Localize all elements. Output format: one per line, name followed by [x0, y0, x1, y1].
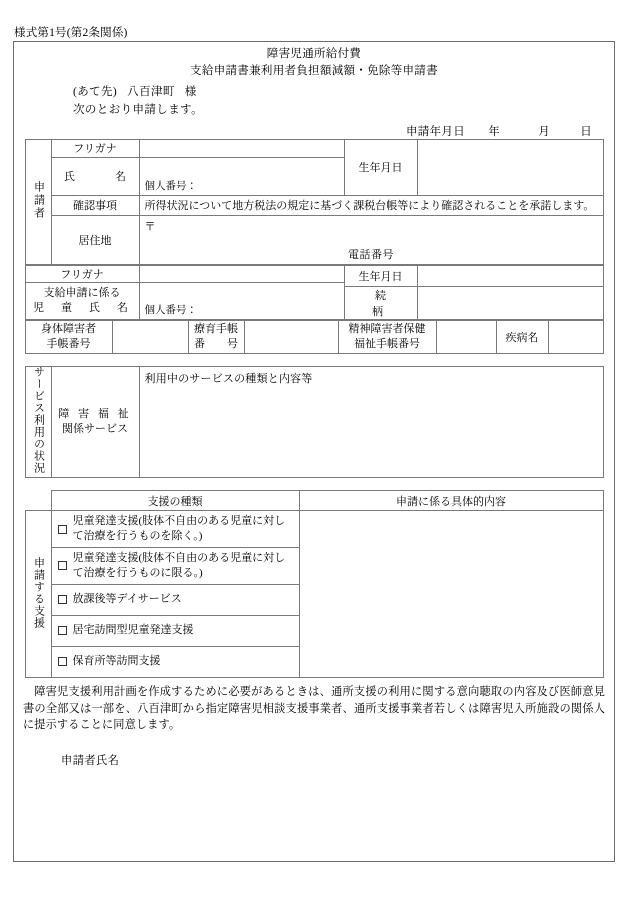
physical-handbook-label-line2: 手帳番号: [46, 337, 91, 350]
ryoiku-handbook-label-line1: 療育手帳: [194, 323, 238, 335]
child-relation-input[interactable]: [417, 286, 603, 319]
addressee-municipality: 八百津町: [127, 86, 175, 99]
support-item-0[interactable]: [51, 511, 299, 548]
applicant-kana-label: フリガナ: [51, 139, 139, 157]
applicant-confirm-row: [25, 195, 603, 215]
application-date-month: 月: [538, 125, 550, 138]
child-relation-label: 続 柄: [344, 286, 417, 319]
child-kana-input[interactable]: [139, 265, 344, 282]
form-number: 様式第1号(第2条関係): [14, 27, 128, 39]
addressee-prefix: (あて先): [73, 86, 118, 99]
child-table: [25, 265, 604, 320]
support-item-2[interactable]: [51, 584, 299, 615]
support-item-row: [25, 511, 603, 548]
applicant-section-label-cell: [25, 139, 51, 264]
support-header-content: 申請に係る具体的内容: [299, 490, 603, 511]
checkbox-support-2[interactable]: [58, 595, 67, 604]
support-header-row: [25, 490, 603, 511]
addressee-honorific: 様: [184, 86, 197, 99]
ryoiku-handbook-label: [188, 320, 244, 353]
applicant-signature-label: 申請者氏名: [61, 755, 120, 768]
postal-code-symbol: 〒: [144, 220, 156, 233]
support-table: [25, 490, 604, 678]
form-title: [13, 41, 615, 79]
applicant-residence-input[interactable]: [139, 215, 603, 264]
child-name-label: [25, 282, 139, 319]
support-item-1[interactable]: [51, 548, 299, 585]
application-date-row: [13, 119, 615, 139]
application-date-day: 日: [580, 125, 592, 138]
mental-handbook-label-line2: 福祉手帳番号: [354, 337, 420, 350]
applicant-kana-row: [25, 139, 603, 157]
applicant-confirm-label: 確認事項: [51, 195, 139, 215]
ryoiku-handbook-label-line2: 番 号: [194, 337, 238, 350]
applicant-birth-input[interactable]: [417, 139, 603, 195]
applicant-name-input[interactable]: [139, 157, 344, 195]
support-header-type: 支援の種類: [51, 490, 299, 511]
applicant-my-number-label: 個人番号：: [144, 180, 197, 192]
application-date-label: 申請年月日: [406, 125, 465, 138]
disease-label: 疾病名: [496, 320, 548, 353]
application-statement: 次のとおり申請します。: [73, 103, 203, 116]
consent-paragraph: 障害児支援利用計画を作成するために必要があるときは、通所支援の利用に関する意向聴取の内容及び医師意見書の全部又は一部を、八百津町から指定障害児相談支援事業者、通所支援事業者若しくは障害児入所施設の関係人に提示することに同意します。: [23, 685, 605, 732]
title-line-1: 障害児通所給付費: [266, 48, 362, 60]
checkbox-support-1[interactable]: [58, 561, 67, 570]
physical-handbook-label-line1: 身体障害者: [41, 323, 96, 335]
applicant-kana-input[interactable]: [139, 139, 344, 157]
child-kana-row: [25, 265, 603, 282]
support-section-label: 申請する支援: [32, 556, 45, 629]
applicant-name-label: 氏 名: [51, 157, 139, 195]
disease-input[interactable]: [548, 320, 603, 353]
applicant-birth-label: 生年月日: [344, 139, 417, 195]
child-birth-input[interactable]: [417, 265, 603, 286]
welfare-service-label: [51, 366, 139, 477]
service-status-input[interactable]: [139, 366, 603, 477]
support-item-4[interactable]: [51, 646, 299, 677]
child-birth-label: 生年月日: [344, 265, 417, 286]
mental-handbook-label: [338, 320, 436, 353]
applicant-table: [25, 139, 604, 265]
service-status-section-label: サービス利用の状況: [32, 366, 45, 475]
ryoiku-handbook-input[interactable]: [244, 320, 338, 353]
handbook-row: [25, 320, 603, 353]
addressee-block: [13, 79, 615, 119]
child-name-label-line2: 児 童 氏 名: [33, 301, 131, 314]
checkbox-support-4[interactable]: [58, 657, 67, 666]
form-content: [13, 41, 615, 768]
child-name-label-line1: 支給申請に係る: [43, 287, 121, 299]
handbook-table: [25, 320, 604, 354]
support-item-3[interactable]: [51, 615, 299, 646]
physical-handbook-label: [25, 320, 112, 353]
service-status-section-label-cell: [25, 366, 51, 477]
checkbox-support-0[interactable]: [58, 525, 67, 534]
applicant-tel-label: 電話番号: [348, 248, 394, 261]
service-status-note: 利用中のサービスの種類と内容等: [144, 372, 313, 385]
support-item-4-line1: 保育所等訪問支援: [72, 655, 161, 668]
support-item-0-line2: て治療を行うものを除く。): [72, 530, 203, 543]
physical-handbook-input[interactable]: [112, 320, 188, 353]
service-status-table: [25, 366, 604, 478]
child-my-number-label: 個人番号：: [144, 304, 197, 316]
addressee-line: [73, 84, 615, 101]
support-item-1-line2: て治療を行うものに限る。): [72, 566, 203, 579]
applicant-residence-label: 居住地: [51, 215, 139, 264]
support-item-3-line1: 居宅訪問型児童発達支援: [72, 624, 194, 637]
support-item-1-line1: 児童発達支援(肢体不自由のある児童に対し: [72, 552, 286, 565]
support-section-label-cell: [25, 511, 51, 677]
applicant-section-label: 申請者: [32, 180, 45, 220]
support-item-0-line1: 児童発達支援(肢体不自由のある児童に対し: [72, 515, 286, 528]
title-line-2: 支給申請書兼利用者負担額減額・免除等申請書: [190, 64, 438, 77]
child-kana-label: フリガナ: [25, 265, 139, 282]
mental-handbook-label-line1: 精神障害者保健: [348, 323, 426, 335]
welfare-service-label-line1: 障 害 福 祉: [58, 408, 132, 420]
child-name-input[interactable]: [139, 282, 344, 319]
applicant-confirm-text: 所得状況について地方税法の規定に基づく課税台帳等により確認されることを承諾します。: [139, 195, 603, 215]
support-content-input[interactable]: [299, 511, 603, 677]
service-status-row: [25, 366, 603, 477]
welfare-service-label-line2: 関係サービス: [62, 422, 128, 435]
support-item-2-line1: 放課後等デイサービス: [72, 593, 182, 606]
mental-handbook-input[interactable]: [436, 320, 496, 353]
application-date-year: 年: [488, 125, 500, 138]
applicant-residence-row: [25, 215, 603, 264]
checkbox-support-3[interactable]: [58, 626, 67, 635]
